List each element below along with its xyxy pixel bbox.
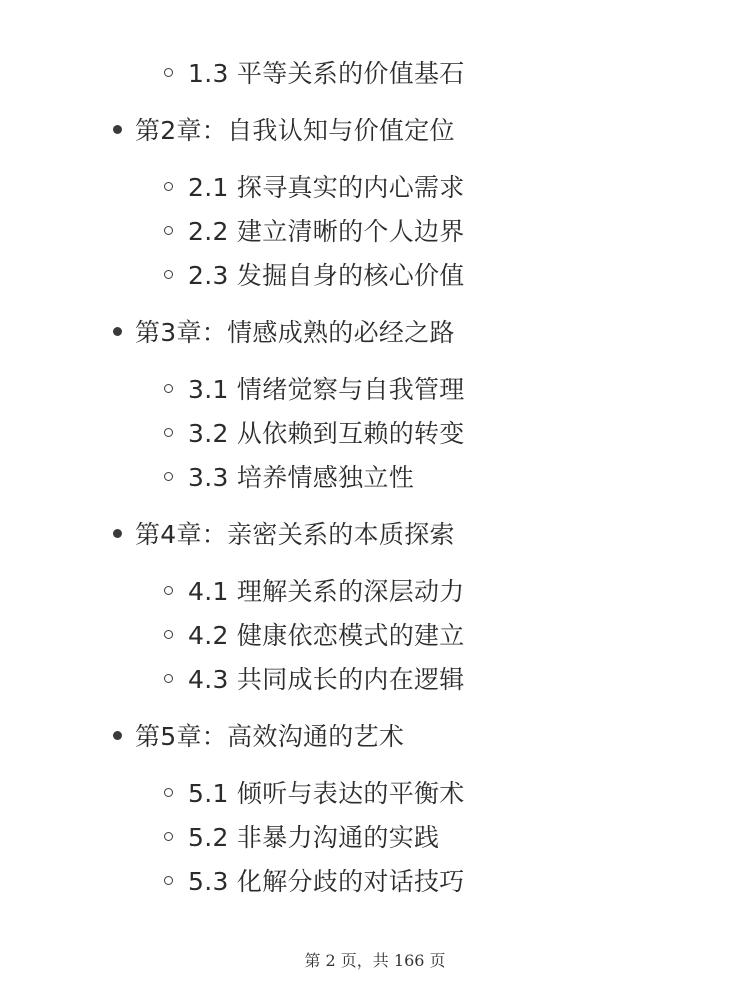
- toc-chapter-title: 第2章：自我认知与价值定位: [135, 116, 455, 145]
- toc-chapter-4: [113, 513, 455, 553]
- toc-section-title: 2.3 发掘自身的核心价值: [188, 261, 465, 290]
- toc-section-title: 2.2 建立清晰的个人边界: [188, 217, 465, 246]
- toc-section-title: 2.1 探寻真实的内心需求: [188, 173, 465, 202]
- toc-section-title: 3.1 情绪觉察与自我管理: [188, 375, 465, 404]
- hollow-circle-bullet-icon: [164, 472, 173, 481]
- toc-section-2-2: [164, 210, 465, 250]
- toc-section-5-3: [164, 860, 465, 900]
- hollow-circle-bullet-icon: [164, 788, 173, 797]
- filled-circle-bullet-icon: [113, 529, 122, 538]
- toc-section-4-3: [164, 658, 465, 698]
- toc-chapter-title: 第3章：情感成熟的必经之路: [135, 318, 455, 347]
- filled-circle-bullet-icon: [113, 731, 122, 740]
- hollow-circle-bullet-icon: [164, 630, 173, 639]
- hollow-circle-bullet-icon: [164, 428, 173, 437]
- hollow-circle-bullet-icon: [164, 68, 173, 77]
- hollow-circle-bullet-icon: [164, 226, 173, 235]
- toc-section-5-1: [164, 772, 465, 812]
- toc-section-2-1: [164, 166, 465, 206]
- toc-section-3-3: [164, 456, 414, 496]
- hollow-circle-bullet-icon: [164, 876, 173, 885]
- toc-section-title: 5.1 倾听与表达的平衡术: [188, 779, 465, 808]
- toc-section-title: 1.3 平等关系的价值基石: [188, 59, 465, 88]
- toc-section-title: 4.3 共同成长的内在逻辑: [188, 665, 465, 694]
- page-footer-page-number: 第 2 页，共 166 页: [304, 951, 446, 970]
- toc-chapter-3: [113, 311, 455, 351]
- toc-chapter-2: [113, 109, 455, 149]
- filled-circle-bullet-icon: [113, 125, 122, 134]
- toc-section-2-3: [164, 254, 465, 294]
- toc-section-title: 5.3 化解分歧的对话技巧: [188, 867, 465, 896]
- toc-chapter-title: 第5章：高效沟通的艺术: [135, 722, 405, 751]
- hollow-circle-bullet-icon: [164, 586, 173, 595]
- toc-section-title: 3.2 从依赖到互赖的转变: [188, 419, 465, 448]
- toc-section-4-2: [164, 614, 465, 654]
- hollow-circle-bullet-icon: [164, 270, 173, 279]
- toc-section-title: 4.2 健康依恋模式的建立: [188, 621, 465, 650]
- hollow-circle-bullet-icon: [164, 182, 173, 191]
- toc-chapter-5: [113, 715, 404, 755]
- toc-section-3-2: [164, 412, 465, 452]
- hollow-circle-bullet-icon: [164, 674, 173, 683]
- toc-section-title: 3.3 培养情感独立性: [188, 463, 415, 492]
- hollow-circle-bullet-icon: [164, 832, 173, 841]
- hollow-circle-bullet-icon: [164, 384, 173, 393]
- toc-section-4-1: [164, 570, 465, 610]
- toc-section-1-3: [164, 52, 465, 92]
- toc-section-3-1: [164, 368, 465, 408]
- filled-circle-bullet-icon: [113, 327, 122, 336]
- toc-section-5-2: [164, 816, 439, 856]
- toc-chapter-title: 第4章：亲密关系的本质探索: [135, 520, 455, 549]
- toc-section-title: 4.1 理解关系的深层动力: [188, 577, 465, 606]
- toc-section-title: 5.2 非暴力沟通的实践: [188, 823, 440, 852]
